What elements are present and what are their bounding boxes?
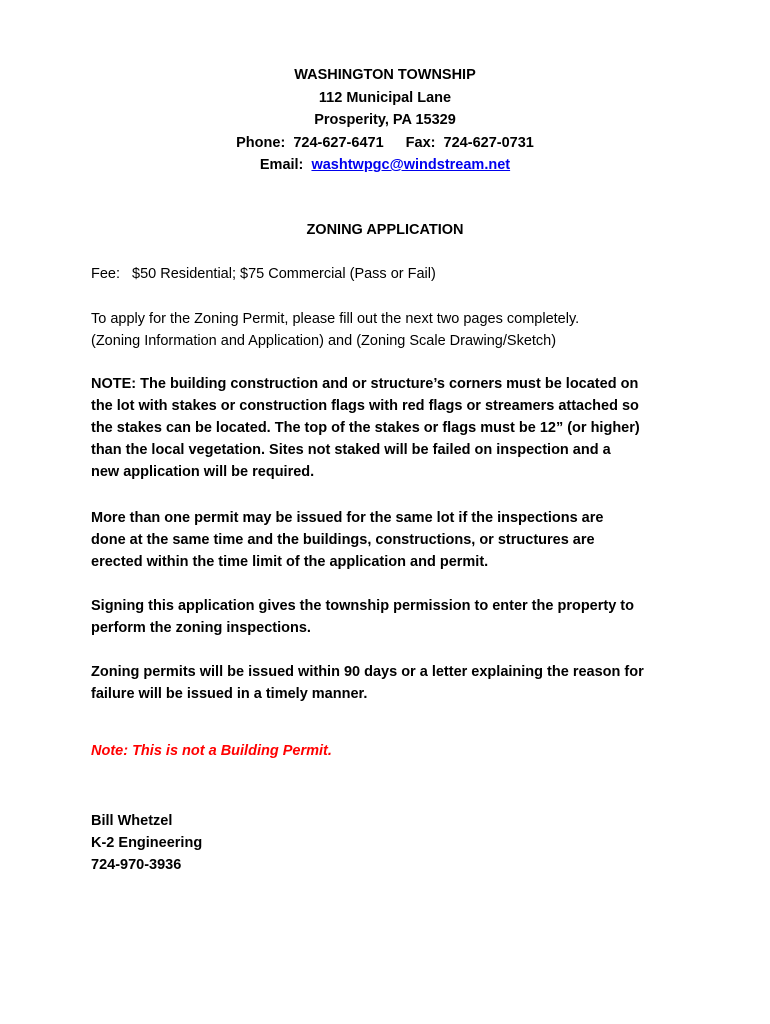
apply-line-1: To apply for the Zoning Permit, please fill out the next two pages completely.: [91, 311, 580, 327]
township-name: WASHINGTON TOWNSHIP: [294, 67, 476, 83]
phone-number: 724-627-6471: [293, 134, 384, 151]
multiple-permits-note: [91, 507, 691, 573]
signatory-phone: 724-970-3936: [91, 857, 182, 873]
email-label: Email:: [259, 157, 304, 173]
fax-number: 724-627-0731: [443, 134, 534, 151]
fee-label: Fee:: [91, 266, 121, 282]
note-line: perform the zoning inspections.: [91, 620, 311, 636]
note-line: More than one permit may be issued for the same lot if the inspections are: [91, 510, 604, 526]
note-line: than the local vegetation. Sites not staked will be failed on inspection and a: [91, 442, 611, 458]
street-address: 112 Municipal Lane: [318, 89, 452, 106]
apply-instructions: [91, 308, 691, 352]
apply-line-2: (Zoning Information and Application) and (Zoning Scale Drawing/Sketch): [91, 333, 557, 349]
phone-label: Phone:: [236, 134, 286, 151]
fee-value: $50 Residential; $75 Commercial (Pass or Fail): [132, 266, 436, 282]
note-line: the lot with stakes or construction flags with red flags or streamers attached so: [91, 398, 639, 414]
note-line: failure will be issued in a timely manner.: [91, 686, 368, 702]
email-link[interactable]: washtwpgc@windstream.net: [311, 157, 511, 173]
note-line: the stakes can be located. The top of the stakes or flags must be 12” (or higher): [91, 420, 640, 436]
staking-note: [91, 373, 691, 483]
email-line: [0, 154, 770, 177]
note-line: Signing this application gives the township permission to enter the property to: [91, 598, 634, 614]
document-title: ZONING APPLICATION: [306, 222, 464, 238]
signatory-company: K-2 Engineering: [91, 835, 203, 851]
building-permit-warning: Note: This is not a Building Permit.: [91, 743, 332, 759]
note-line: NOTE: The building construction and or structure’s corners must be located on: [91, 376, 639, 392]
phone-fax-line: [0, 132, 770, 155]
permission-note: [91, 595, 691, 639]
letterhead: [0, 64, 770, 177]
fee-line: [91, 263, 691, 285]
issuance-note: [91, 661, 691, 705]
note-line: erected within the time limit of the application and permit.: [91, 554, 489, 570]
signature-block: [91, 810, 691, 876]
note-line: new application will be required.: [91, 464, 315, 480]
note-line: done at the same time and the buildings, constructions, or structures are: [91, 532, 595, 548]
city-state-zip: Prosperity, PA 15329: [314, 112, 456, 128]
note-line: Zoning permits will be issued within 90 days or a letter explaining the reason for: [91, 664, 644, 680]
signatory-name: Bill Whetzel: [91, 813, 173, 829]
fax-label: Fax:: [405, 134, 436, 151]
